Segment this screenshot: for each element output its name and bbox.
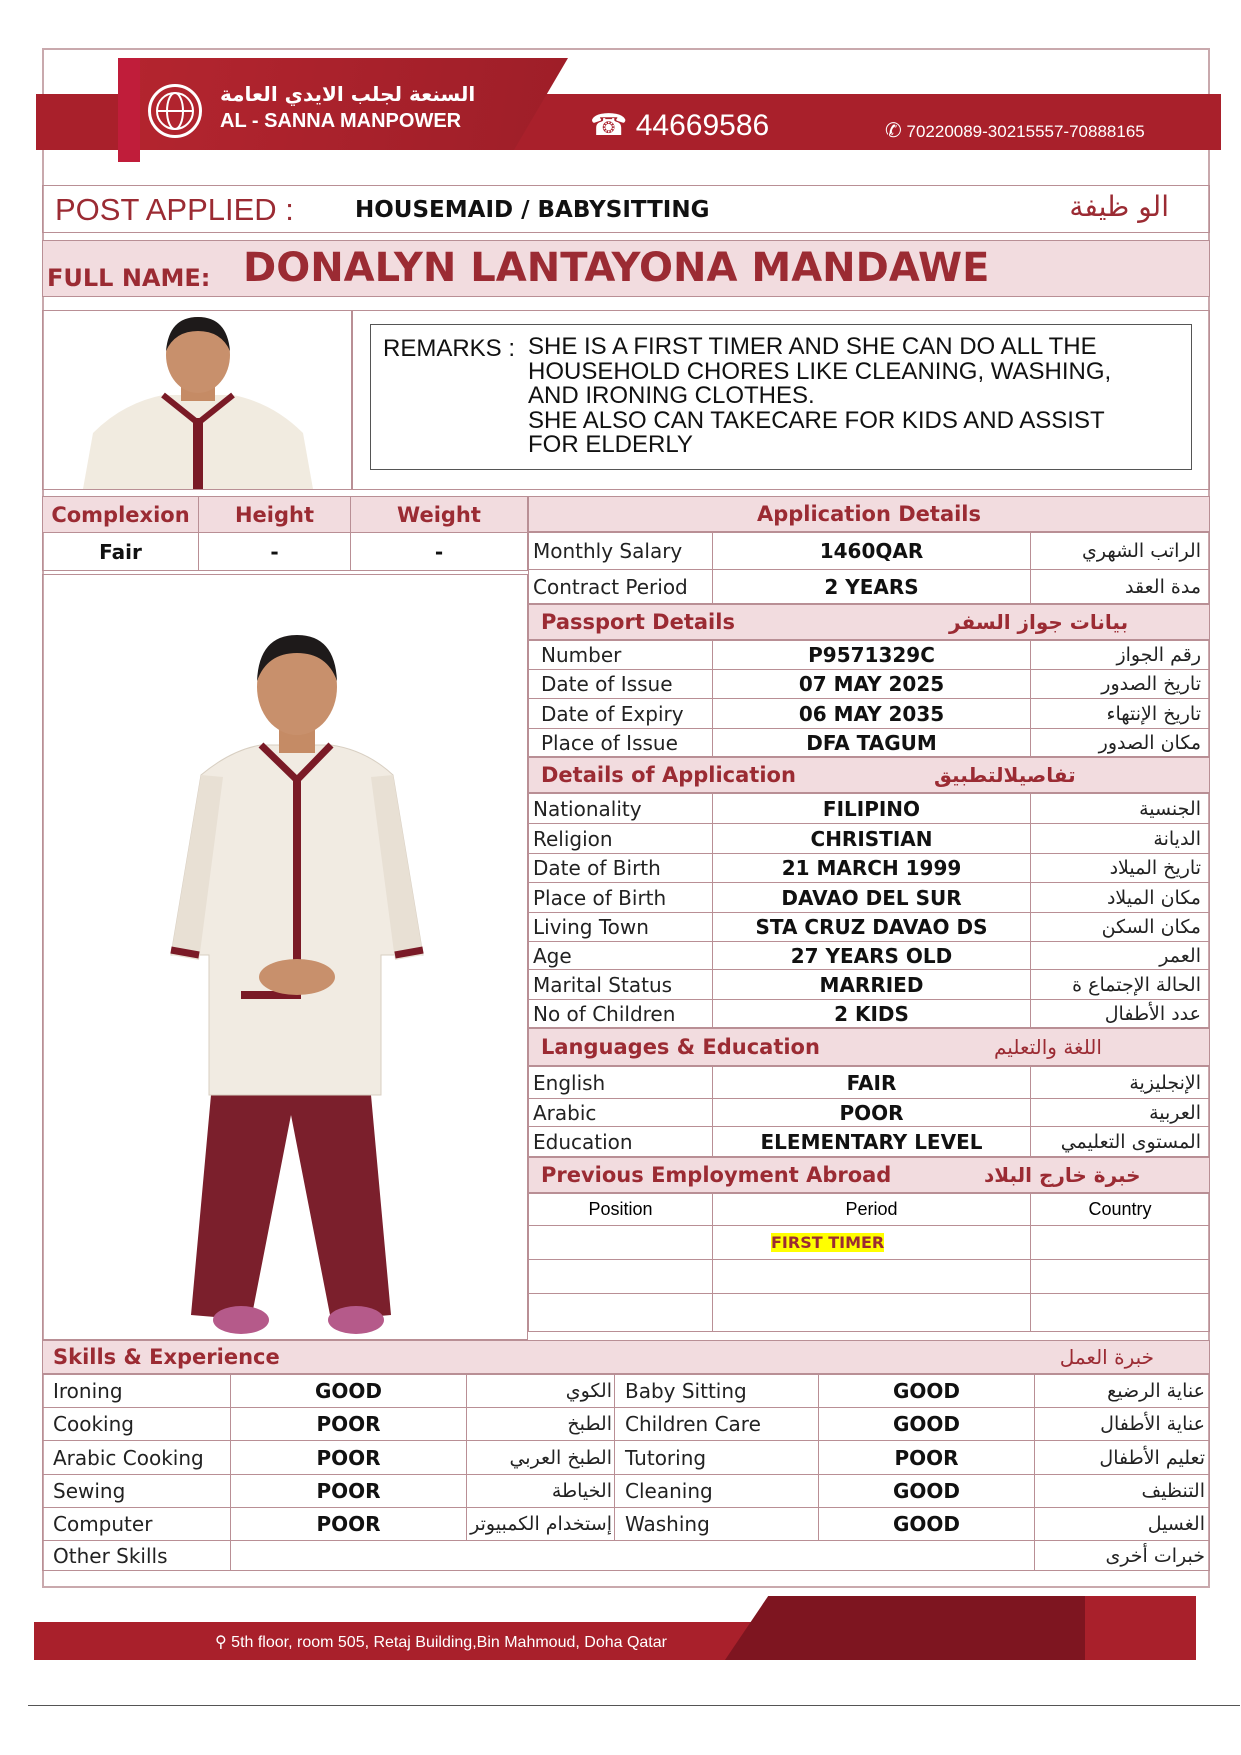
languages-table bbox=[528, 1066, 1210, 1157]
skills-title-arabic: خبرة العمل bbox=[1059, 1345, 1154, 1369]
languages-title: Languages & Education bbox=[541, 1035, 820, 1059]
remarks-line: FOR ELDERLY bbox=[528, 431, 693, 458]
position-header: Position bbox=[529, 1194, 713, 1226]
skill-level: POOR bbox=[819, 1441, 1035, 1475]
employment-table bbox=[528, 1193, 1210, 1332]
fullname-value: DONALYN LANTAYONA MANDAWE bbox=[243, 245, 990, 291]
application-header bbox=[528, 496, 1210, 532]
religion-label: Religion bbox=[529, 824, 713, 854]
issue-place-label: Place of Issue bbox=[529, 729, 713, 757]
location-pin-icon: ⚲ bbox=[215, 1634, 227, 1651]
birthplace-value: DAVAO DEL SUR bbox=[713, 883, 1031, 913]
mobile-phones bbox=[885, 118, 1145, 143]
arabic-label: Arabic bbox=[529, 1099, 713, 1127]
issue-place-value: DFA TAGUM bbox=[713, 729, 1031, 757]
remarks-text bbox=[528, 335, 1111, 458]
living-town-arabic: مكان السكن bbox=[1031, 913, 1210, 942]
children-arabic: عدد الأطفال bbox=[1031, 1000, 1210, 1028]
skills-header bbox=[42, 1340, 1210, 1374]
details-table bbox=[528, 793, 1210, 1028]
marital-arabic: الحالة الإجتماع ة bbox=[1031, 970, 1210, 1000]
education-label: Education bbox=[529, 1127, 713, 1157]
mobile-numbers: 70220089-30215557-70888165 bbox=[906, 122, 1145, 141]
weight-header: Weight bbox=[351, 497, 528, 533]
skill-level: GOOD bbox=[231, 1375, 467, 1408]
remarks-line: AND IRONING CLOTHES. bbox=[528, 382, 815, 409]
birthdate-value: 21 MARCH 1999 bbox=[713, 854, 1031, 883]
passport-table bbox=[528, 640, 1210, 757]
application-column bbox=[528, 496, 1210, 1332]
languages-header bbox=[528, 1028, 1210, 1066]
skill-arabic: تعليم الأطفال bbox=[1035, 1441, 1210, 1475]
passport-number-arabic: رقم الجواز bbox=[1031, 641, 1210, 670]
first-timer-badge: FIRST TIMER bbox=[771, 1233, 885, 1252]
issue-date-label: Date of Issue bbox=[529, 670, 713, 699]
skill-level: GOOD bbox=[819, 1408, 1035, 1441]
skill-label: Baby Sitting bbox=[615, 1375, 819, 1408]
contract-label: Contract Period bbox=[529, 570, 713, 604]
skill-level: POOR bbox=[231, 1408, 467, 1441]
complexion-header: Complexion bbox=[43, 497, 199, 533]
age-label: Age bbox=[529, 942, 713, 970]
phone-icon: ☎ bbox=[590, 109, 628, 142]
birthdate-label: Date of Birth bbox=[529, 854, 713, 883]
header-stripe bbox=[118, 58, 140, 162]
expiry-date-arabic: تاريخ الإنتهاء bbox=[1031, 699, 1210, 729]
skill-level: GOOD bbox=[819, 1508, 1035, 1541]
children-label: No of Children bbox=[529, 1000, 713, 1028]
issue-date-arabic: تاريخ الصدور bbox=[1031, 670, 1210, 699]
skill-arabic: الخياطة bbox=[467, 1475, 615, 1508]
nationality-label: Nationality bbox=[529, 794, 713, 824]
birthdate-arabic: تاريخ الميلاد bbox=[1031, 854, 1210, 883]
skill-level: GOOD bbox=[819, 1375, 1035, 1408]
height-value: - bbox=[199, 533, 351, 571]
employment-header bbox=[528, 1157, 1210, 1193]
application-table bbox=[528, 532, 1210, 604]
passport-title-arabic: بيانات جواز السفر bbox=[949, 610, 1129, 634]
children-value: 2 KIDS bbox=[713, 1000, 1031, 1028]
contract-label-arabic: مدة العقد bbox=[1031, 570, 1210, 604]
remarks-label: REMARKS : bbox=[383, 335, 516, 362]
main-phone bbox=[590, 108, 769, 143]
company-name-english: AL - SANNA MANPOWER bbox=[220, 110, 462, 132]
post-value: HOUSEMAID / BABYSITTING bbox=[355, 197, 710, 223]
employment-title-arabic: خبرة خارج البلاد bbox=[984, 1163, 1141, 1187]
skill-label: Arabic Cooking bbox=[43, 1441, 231, 1475]
skill-label: Sewing bbox=[43, 1475, 231, 1508]
skill-arabic: عناية الأطفال bbox=[1035, 1408, 1210, 1441]
other-skills-label: Other Skills bbox=[43, 1541, 231, 1571]
full-photo-frame bbox=[42, 574, 528, 1340]
passport-title: Passport Details bbox=[541, 610, 735, 634]
skill-arabic: التنظيف bbox=[1035, 1475, 1210, 1508]
skill-arabic: إستخدام الكمبيوتر bbox=[467, 1508, 615, 1541]
skill-arabic: الكوي bbox=[467, 1375, 615, 1408]
post-row bbox=[42, 185, 1210, 233]
post-label: POST APPLIED : bbox=[55, 192, 294, 227]
issue-place-arabic: مكان الصدور bbox=[1031, 729, 1210, 757]
marital-value: MARRIED bbox=[713, 970, 1031, 1000]
complexion-value: Fair bbox=[43, 533, 199, 571]
languages-title-arabic: اللغة والتعليم bbox=[994, 1035, 1102, 1059]
portrait-photo-small bbox=[63, 313, 333, 489]
birthplace-label: Place of Birth bbox=[529, 883, 713, 913]
living-town-value: STA CRUZ DAVAO DS bbox=[713, 913, 1031, 942]
other-skills-arabic: خبرات أخرى bbox=[1035, 1541, 1210, 1571]
physical-table bbox=[42, 496, 528, 571]
education-arabic: المستوى التعليمي bbox=[1031, 1127, 1210, 1157]
expiry-date-value: 06 MAY 2035 bbox=[713, 699, 1031, 729]
expiry-date-label: Date of Expiry bbox=[529, 699, 713, 729]
salary-value: 1460QAR bbox=[713, 533, 1031, 570]
skill-arabic: عناية الرضيع bbox=[1035, 1375, 1210, 1408]
remarks-line: SHE IS A FIRST TIMER AND SHE CAN DO ALL THE bbox=[528, 333, 1097, 360]
details-title-arabic: تفاصيلالتطبيق bbox=[934, 763, 1076, 787]
period-header: Period bbox=[713, 1194, 1031, 1226]
passport-number-value: P9571329C bbox=[713, 641, 1031, 670]
passport-header bbox=[528, 604, 1210, 640]
weight-value: - bbox=[351, 533, 528, 571]
footer-accent-block bbox=[1085, 1596, 1196, 1660]
skill-level: GOOD bbox=[819, 1475, 1035, 1508]
company-name-arabic: السنعة لجلب الايدي العامة bbox=[220, 82, 476, 106]
age-arabic: العمر bbox=[1031, 942, 1210, 970]
footer-address: 5th floor, room 505, Retaj Building,Bin Mahmoud, Doha Qatar bbox=[231, 1634, 667, 1651]
details-header bbox=[528, 757, 1210, 793]
mobile-icon: ✆ bbox=[885, 120, 902, 142]
passport-number-label: Number bbox=[529, 641, 713, 670]
fullname-label: FULL NAME: bbox=[47, 264, 211, 292]
skills-table bbox=[42, 1374, 1210, 1571]
remarks-line: SHE ALSO CAN TAKECARE FOR KIDS AND ASSIST bbox=[528, 406, 1105, 434]
nationality-arabic: الجنسية bbox=[1031, 794, 1210, 824]
skills-title: Skills & Experience bbox=[53, 1345, 280, 1369]
footer-address-row bbox=[215, 1632, 667, 1652]
skill-arabic: الغسيل bbox=[1035, 1508, 1210, 1541]
skill-label: Tutoring bbox=[615, 1441, 819, 1475]
small-photo-frame bbox=[42, 310, 352, 490]
footer-dark-shape bbox=[725, 1596, 1085, 1660]
nationality-value: FILIPINO bbox=[713, 794, 1031, 824]
skill-label: Cooking bbox=[43, 1408, 231, 1441]
skill-label: Cleaning bbox=[615, 1475, 819, 1508]
english-label: English bbox=[529, 1067, 713, 1099]
remarks-box bbox=[370, 324, 1192, 470]
english-value: FAIR bbox=[713, 1067, 1031, 1099]
skill-label: Ironing bbox=[43, 1375, 231, 1408]
birthplace-arabic: مكان الميلاد bbox=[1031, 883, 1210, 913]
religion-arabic: الديانة bbox=[1031, 824, 1210, 854]
country-header: Country bbox=[1031, 1194, 1210, 1226]
english-arabic: الإنجليزية bbox=[1031, 1067, 1210, 1099]
salary-label-arabic: الراتب الشهري bbox=[1031, 533, 1210, 570]
details-title: Details of Application bbox=[541, 763, 796, 787]
full-body-photo bbox=[131, 615, 461, 1335]
marital-label: Marital Status bbox=[529, 970, 713, 1000]
post-label-arabic: الو ظيفة bbox=[1069, 190, 1169, 223]
contract-value: 2 YEARS bbox=[713, 570, 1031, 604]
skill-level: POOR bbox=[231, 1508, 467, 1541]
employment-title: Previous Employment Abroad bbox=[541, 1163, 892, 1187]
age-value: 27 YEARS OLD bbox=[713, 942, 1031, 970]
skill-level: POOR bbox=[231, 1441, 467, 1475]
skill-label: Computer bbox=[43, 1508, 231, 1541]
issue-date-value: 07 MAY 2025 bbox=[713, 670, 1031, 699]
skill-arabic: الطبخ العربي bbox=[467, 1441, 615, 1475]
skill-label: Washing bbox=[615, 1508, 819, 1541]
living-town-label: Living Town bbox=[529, 913, 713, 942]
phone-number: 44669586 bbox=[635, 109, 770, 142]
skill-label: Children Care bbox=[615, 1408, 819, 1441]
height-header: Height bbox=[199, 497, 351, 533]
arabic-arabic: العربية bbox=[1031, 1099, 1210, 1127]
arabic-value: POOR bbox=[713, 1099, 1031, 1127]
skill-arabic: الطبخ bbox=[467, 1408, 615, 1441]
application-title: Application Details bbox=[756, 502, 982, 526]
salary-label: Monthly Salary bbox=[529, 533, 713, 570]
globe-logo-icon bbox=[148, 84, 202, 138]
fullname-row bbox=[42, 240, 1210, 297]
religion-value: CHRISTIAN bbox=[713, 824, 1031, 854]
remarks-line: HOUSEHOLD CHORES LIKE CLEANING, WASHING, bbox=[528, 357, 1112, 385]
education-value: ELEMENTARY LEVEL bbox=[713, 1127, 1031, 1157]
skill-level: POOR bbox=[231, 1475, 467, 1508]
page-bottom-rule bbox=[28, 1705, 1240, 1706]
